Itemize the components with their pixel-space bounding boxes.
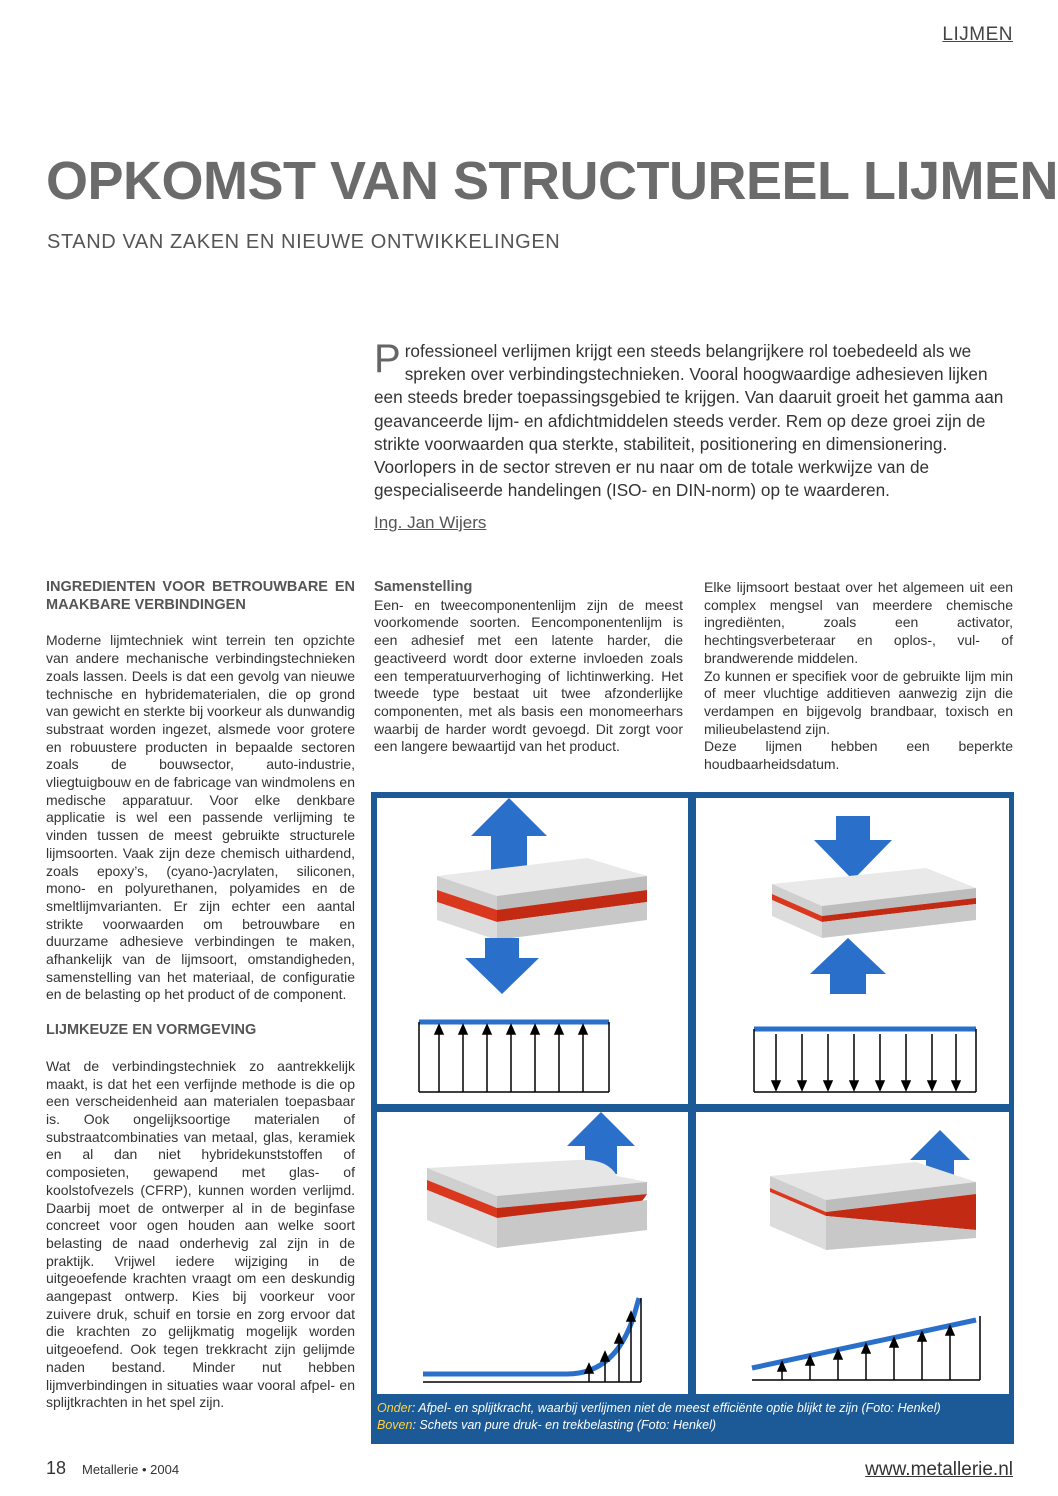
down-arrow-icon — [814, 816, 892, 880]
drop-cap: P — [374, 337, 401, 381]
paragraph: Moderne lijmtechniek wint terrein ten opzichte van andere mechanische verbindingstechnieken zoals lassen. Deels is dat een gevolg van nieuwe technische en hybridematerialen, die op grond van gewicht en sterkte bij voorkeur als dunwandig substraat worden ingezet, alsmede voor grotere en robuustere producten in bepaalde sectoren zoals de bouwsector, auto-industrie, vliegtuigbouw en de fabricage van windmolens en medische apparatuur. Voor elke denkbare applicatie is wel een passende verlijming te vinden tussen de meest gebruikte structurele lijmsoorten. Vaak zijn deze chemisch uithardend, zoals epoxy’s, (cyano-)acrylaten, siliconen, mono- en polyurethanen, polyamides en de smeltlijmvarianten. Er zijn echter een aantal strikte voorwaarden om betrouwbare en duurzame adhesieve verbindingen te maken, afhankelijk van de lijmsoort, omstandigheden, samenstelling van het materiaal, de configuratie en de belasting op het product of de component. — [46, 632, 355, 1003]
article-title: OPKOMST VAN STRUCTUREEL LIJMEN — [46, 151, 1058, 211]
panel-compression — [696, 798, 1009, 1104]
magazine-name: Metallerie • 2004 — [82, 1462, 180, 1477]
uniform-compression-diagram — [754, 1029, 976, 1092]
peel-stress-diagram — [423, 1298, 641, 1382]
panel-peel — [377, 1112, 688, 1394]
caption-label-boven: Boven — [377, 1418, 413, 1432]
uniform-tension-diagram — [419, 1022, 609, 1092]
column-1 — [46, 579, 355, 1412]
bonded-plates — [772, 868, 976, 938]
cleavage-stress-diagram — [752, 1316, 980, 1380]
paragraph: Wat de verbindingstechniek zo aantrekkelijk maakt, is dat het een verfijnde methode is die op een verscheidenheid aan materialen toepasbaar is. Ook ongelijksoortige materialen of substraatcombinaties van metaal, glas, keramiek en al dan niet hybridekunststoffen of composieten, gewapend met glas- of koolstofvezels (CFRP), kunnen worden verlijmd. Daarbij moet de ontwerper al in de beginfase concreet voor ogen houden aan welke soort belasting de naad onderhevig zal zijn in de praktijk. Vrijwel iedere wijziging in de uitgeoefende krachten vraagt om een deskundig aangepast ontwerp. Kies bij voorkeur voor zuivere druk, schuif en torsie en zorg ervoor dat die krachten zo gelijkmatig mogelijk worden uitgeoefend. Ook tegen trekkracht zijn gelijmde naden bestand. Minder nut hebben lijmverbindingen in situaties waar vooral afpel- en splijtkrachten in het spel zijn. — [46, 1057, 355, 1411]
down-arrow-icon — [465, 938, 539, 994]
caption-line-bottom — [377, 1400, 1008, 1417]
panel-cleavage — [696, 1112, 1009, 1394]
caption-text: : Afpel- en splijtkracht, waarbij verlijmen niet de meest efficiënte optie blijkt te zijn (Foto: Henkel) — [411, 1401, 941, 1415]
heading-lijmkeuze: LIJMKEUZE EN VORMGEVING — [46, 1022, 257, 1039]
up-arrow-icon — [810, 938, 886, 994]
article-subtitle: STAND VAN ZAKEN EN NIEUWE ONTWIKKELINGEN — [47, 231, 561, 253]
paragraph: Elke lijmsoort bestaat over het algemeen uit een complex mengsel van meerdere chemische ingrediënten, zoals een activator, hechtingsverbeteraar en oplos-, vul- of brandwerende middelen. — [704, 579, 1013, 666]
heading-samenstelling: Samenstelling — [374, 579, 473, 595]
caption-label-onder: Onder — [377, 1401, 412, 1415]
column-3 — [704, 579, 1013, 774]
website-link[interactable]: www.metallerie.nl — [865, 1459, 1013, 1480]
panel-tensile — [377, 798, 688, 1104]
heading-ingredienten: INGREDIENTEN VOOR BETROUWBARE EN MAAKBARE VERBINDINGEN — [46, 579, 355, 613]
paragraph: Een- en tweecomponentenlijm zijn de meest voorkomende soorten. Eencomponentenlijm is een adhesief met een latente harder, die geactiveerd wordt door externe invloeden zoals een temperatuurverhoging of lichtinwerking. Het tweede type bestaat uit twee afzonderlijke componenten, met als basis een monomeerhars waarbij de harder wordt gevoegd. Dit zorgt voor een langere bewaartijd van het product. — [374, 596, 683, 755]
section-tag: LIJMEN — [942, 24, 1013, 45]
author-byline[interactable]: Ing. Jan Wijers — [374, 513, 487, 532]
split-plates — [770, 1162, 976, 1250]
page-number: 18 — [46, 1458, 67, 1478]
peeled-plates — [427, 1160, 647, 1248]
paragraph: Zo kunnen er specifiek voor de gebruikte lijm min of meer vluchtige additieven aanwezig zijn die verdampen en bijgevolg brandbaar, toxisch en milieubelastend zijn. — [704, 667, 1013, 737]
paragraph: Deze lijmen hebben een beperkte houdbaarheidsdatum. — [704, 738, 1013, 773]
intro-paragraph — [374, 337, 1014, 502]
intro-text: rofessioneel verlijmen krijgt een steeds belangrijkere rol toebedeeld als we spreken over verbindingstechnieken. Vooral hoogwaardige adhesieven lijken een steeds breder toepassingsgebied te krijgen. Van daaruit groeit het gamma aan geavanceerde lijm- en afdichtmiddelen steeds verder. Rem op deze groei zijn de strikte voorwaarden qua sterkte, stabiliteit, positionering en dimensionering. Voorlopers in de sector streven er nu naar om de totale werkwijze van de gespecialiseerde handelingen (ISO- en DIN-norm) op te waarderen. — [374, 341, 1004, 501]
figure-caption — [377, 1400, 1008, 1434]
column-2 — [374, 579, 683, 756]
caption-line-top — [377, 1417, 1008, 1434]
load-figure — [371, 792, 1014, 1444]
bonded-plates — [437, 858, 647, 940]
caption-text: : Schets van pure druk- en trekbelasting (Foto: Henkel) — [412, 1418, 717, 1432]
